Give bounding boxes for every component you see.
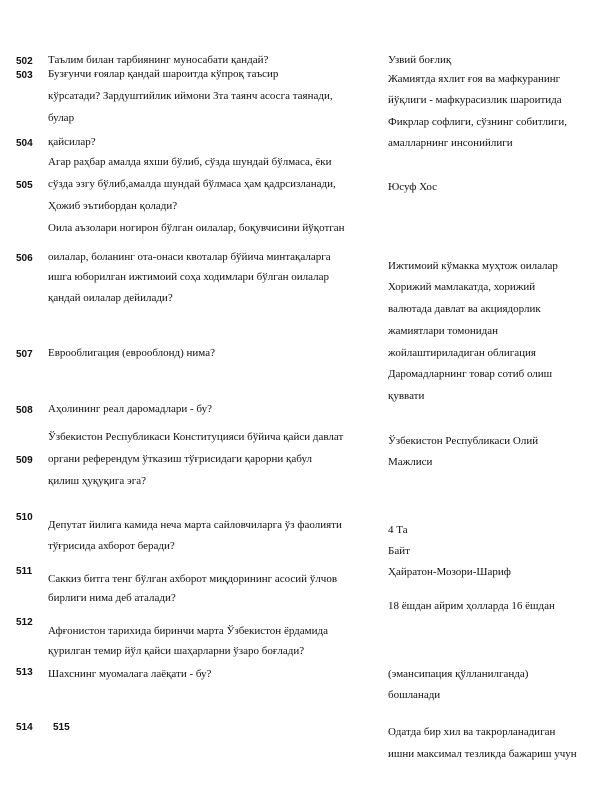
- question-text: Бузғунчи ғоялар қандай шароитда кўпроқ таъсир: [48, 68, 279, 80]
- question-text: Саккиз битга тенг бўлган ахборот миқдорининг асосий ўлчов: [48, 573, 338, 585]
- question-text: ишга юборилган ижтимоий соҳа ходимлари бўлган оилалар: [48, 271, 329, 283]
- question-text: Агар раҳбар амалда яхши бўлиб, сўзда шундай бўлмаса, ёки: [48, 156, 332, 168]
- question-text: қандай оилалар дейилади?: [48, 292, 173, 304]
- answer-text: Ўзбекистон Республикаси Олий: [388, 435, 539, 447]
- question-number: 513: [16, 667, 33, 678]
- question-text: Таълим билан тарбиянинг муносабати қандай?: [48, 54, 269, 66]
- question-text: Афғонистон тарихида биринчи марта Ўзбекистон ёрдамида: [48, 625, 328, 637]
- question-text: Ҳожиб эътибордан қолади?: [48, 200, 178, 212]
- question-text: қурилган темир йўл қайси шаҳарларни ўзаро боғлади?: [48, 645, 305, 657]
- question-number: 503: [16, 70, 33, 81]
- page-number: 515: [53, 722, 70, 733]
- answer-text: йўқлиги - мафкурасизлик шароитида: [388, 94, 562, 106]
- answer-text: бошланади: [388, 689, 441, 701]
- answer-text: Одатда бир хил ва такрорланадиган: [388, 726, 556, 738]
- answer-text: 18 ёшдан айрим ҳолларда 16 ёшдан: [388, 600, 555, 612]
- answer-text: Фикрлар софлиги, сўзнинг собитлиги,: [388, 116, 567, 128]
- question-text: Оила аъзолари ногирон бўлган оилалар, боқувчисини йўқотган: [48, 222, 345, 234]
- question-text: Шахснинг муомалага лаёқати - бу?: [48, 668, 212, 680]
- question-text: булар: [48, 112, 75, 124]
- question-text: бирлиги нима деб аталади?: [48, 592, 176, 604]
- question-number: 511: [16, 566, 33, 577]
- question-text: Депутат йилига камида неча марта сайловчиларга ўз фаолияти: [48, 519, 342, 531]
- answer-text: Хорижий мамлакатда, хорижий: [388, 281, 536, 293]
- question-number: 502: [16, 56, 33, 67]
- answer-text: 4 Та: [388, 524, 408, 536]
- question-number: 506: [16, 253, 33, 264]
- question-text: органи референдум ўтказиш тўғрисидаги қарорни қабул: [48, 453, 312, 465]
- question-text: сўзда эзгу бўлиб,амалда шундай бўлмаса ҳам қадрсизланади,: [48, 178, 336, 190]
- answer-text: жойлаштириладиган облигация: [388, 347, 536, 359]
- question-number: 508: [16, 405, 33, 416]
- question-number: 505: [16, 180, 33, 191]
- answer-text: амалларнинг инсонийлиги: [388, 137, 513, 149]
- answer-text: Жамиятда яхлит ғоя ва мафкуранинг: [388, 73, 561, 85]
- answer-text: жамиятлари томонидан: [388, 325, 498, 337]
- answer-text: Ижтимоий кўмакка муҳтож оилалар: [388, 260, 558, 272]
- question-text: тўғрисида ахборот беради?: [48, 540, 175, 552]
- question-text: қилиш ҳуқуқига эга?: [48, 475, 147, 487]
- question-number: 509: [16, 455, 33, 466]
- question-number: 504: [16, 138, 33, 149]
- question-text: Еврооблигация (еврооблонд) нима?: [48, 347, 215, 359]
- question-text: Аҳолининг реал даромадлари - бу?: [48, 403, 212, 415]
- question-text: кўрсатади? Зардуштийлик иймони 3та таянч асосга таянади,: [48, 90, 333, 102]
- question-text: қайсилар?: [48, 136, 96, 148]
- question-number: 514: [16, 722, 33, 733]
- question-number: 507: [16, 349, 33, 360]
- question-number: 512: [16, 617, 33, 628]
- answer-text: Ҳайратон-Мозори-Шариф: [388, 566, 511, 578]
- question-text: оилалар, боланинг ота-онаси квоталар бўйича минтақаларга: [48, 251, 331, 263]
- question-number: 510: [16, 512, 33, 523]
- question-text: Ўзбекистон Республикаси Конституцияси бўйича қайси давлат: [48, 431, 344, 443]
- answer-text: ишни максимал тезликда бажариш учун: [388, 748, 577, 760]
- answer-text: Узвий боғлиқ: [388, 54, 452, 66]
- answer-text: Мажлиси: [388, 456, 433, 468]
- answer-text: Юсуф Хос: [388, 181, 438, 193]
- answer-text: (эмансипация қўлланилганда): [388, 668, 529, 680]
- answer-text: Даромадларнинг товар сотиб олиш: [388, 368, 553, 380]
- answer-text: қуввати: [388, 390, 425, 402]
- answer-text: Байт: [388, 545, 410, 557]
- answer-text: валютада давлат ва акциядорлик: [388, 303, 541, 315]
